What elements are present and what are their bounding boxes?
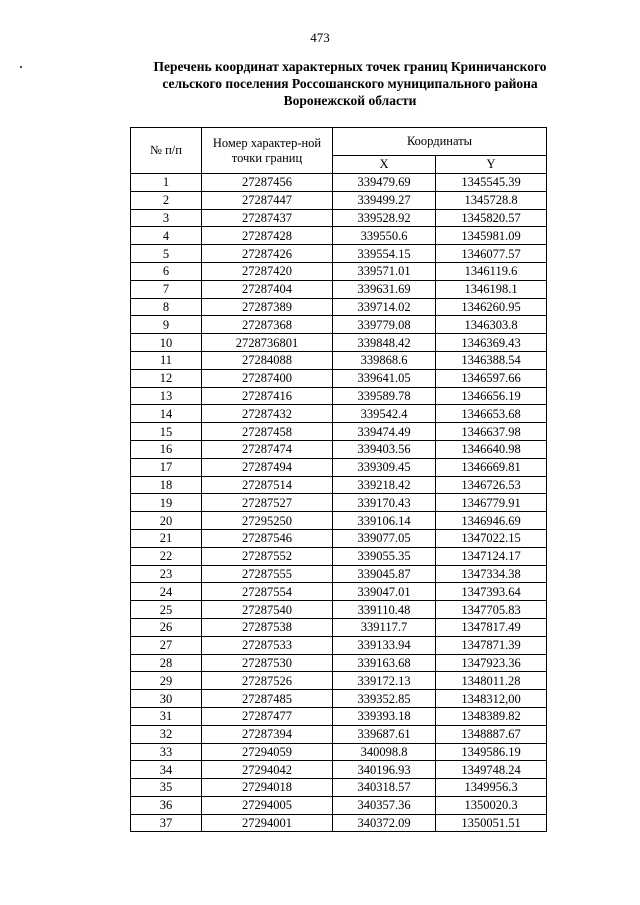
cell-point-number: 27287554 [202,583,333,601]
cell-point-number: 27294059 [202,743,333,761]
table-row [131,262,547,280]
cell-point-number: 27287474 [202,440,333,458]
header-x: X [333,155,436,173]
cell-row-number: 13 [131,387,202,405]
cell-point-number: 27294042 [202,761,333,779]
cell-x: 339848.42 [333,334,436,352]
cell-point-number: 27287456 [202,174,333,192]
cell-y: 1346260.95 [436,298,547,316]
cell-row-number: 31 [131,707,202,725]
cell-x: 339352.85 [333,690,436,708]
cell-y: 1347871.39 [436,636,547,654]
cell-row-number: 17 [131,458,202,476]
cell-y: 1346637.98 [436,423,547,441]
coordinates-table [130,127,547,832]
cell-x: 339714.02 [333,298,436,316]
cell-y: 1350020.3 [436,796,547,814]
cell-x: 339047.01 [333,583,436,601]
cell-y: 1346656.19 [436,387,547,405]
table-row [131,672,547,690]
page-number: 473 [310,30,330,45]
cell-y: 1347022.15 [436,529,547,547]
cell-row-number: 26 [131,618,202,636]
cell-y: 1346119.6 [436,262,547,280]
cell-row-number: 2 [131,191,202,209]
document-title [100,58,600,109]
table-row [131,725,547,743]
cell-x: 340372.09 [333,814,436,832]
cell-y: 1347705.83 [436,601,547,619]
table-row [131,334,547,352]
header-row-number: № п/п [131,128,202,174]
table-row [131,779,547,797]
cell-x: 339117.7 [333,618,436,636]
table-row [131,690,547,708]
cell-y: 1346077.57 [436,245,547,263]
cell-point-number: 27287404 [202,280,333,298]
cell-y: 1348011.28 [436,672,547,690]
table-row [131,174,547,192]
table-row [131,796,547,814]
cell-point-number: 27287477 [202,707,333,725]
cell-row-number: 6 [131,262,202,280]
title-line-2: сельского поселения Россошанского муниципального района [162,76,538,91]
cell-point-number: 27294001 [202,814,333,832]
cell-row-number: 5 [131,245,202,263]
cell-y: 1345981.09 [436,227,547,245]
cell-row-number: 37 [131,814,202,832]
cell-row-number: 22 [131,547,202,565]
cell-y: 1347817.49 [436,618,547,636]
cell-x: 339479.69 [333,174,436,192]
table-row [131,707,547,725]
cell-x: 339218.42 [333,476,436,494]
cell-x: 339554.15 [333,245,436,263]
cell-y: 1349956.3 [436,779,547,797]
cell-x: 339687.61 [333,725,436,743]
cell-y: 1349586.19 [436,743,547,761]
cell-point-number: 27287458 [202,423,333,441]
cell-y: 1346640.98 [436,440,547,458]
cell-x: 339110.48 [333,601,436,619]
cell-y: 1346779.91 [436,494,547,512]
cell-point-number: 27287368 [202,316,333,334]
cell-row-number: 19 [131,494,202,512]
cell-row-number: 14 [131,405,202,423]
cell-row-number: 7 [131,280,202,298]
cell-row-number: 10 [131,334,202,352]
cell-x: 339403.56 [333,440,436,458]
cell-row-number: 4 [131,227,202,245]
cell-row-number: 20 [131,512,202,530]
cell-row-number: 33 [131,743,202,761]
cell-y: 1346388.54 [436,351,547,369]
cell-row-number: 32 [131,725,202,743]
title-line-3: Воронежской области [283,93,417,108]
cell-row-number: 34 [131,761,202,779]
cell-point-number: 27287546 [202,529,333,547]
cell-row-number: 27 [131,636,202,654]
table-row [131,280,547,298]
cell-point-number: 27287555 [202,565,333,583]
table-row [131,636,547,654]
cell-y: 1346726.53 [436,476,547,494]
header-coordinates: Координаты [333,128,547,156]
cell-point-number: 27287420 [202,262,333,280]
table-row [131,209,547,227]
cell-row-number: 3 [131,209,202,227]
cell-row-number: 30 [131,690,202,708]
cell-row-number: 8 [131,298,202,316]
cell-point-number: 27287514 [202,476,333,494]
scan-speck [20,66,22,68]
table-row [131,476,547,494]
cell-point-number: 27284088 [202,351,333,369]
cell-point-number: 27287389 [202,298,333,316]
table-row [131,227,547,245]
cell-y: 1347124.17 [436,547,547,565]
cell-row-number: 12 [131,369,202,387]
cell-point-number: 27294005 [202,796,333,814]
cell-y: 1348312,00 [436,690,547,708]
cell-x: 339499.27 [333,191,436,209]
table-row [131,387,547,405]
cell-x: 339106.14 [333,512,436,530]
cell-row-number: 25 [131,601,202,619]
cell-row-number: 16 [131,440,202,458]
table-row [131,494,547,512]
table-row [131,298,547,316]
header-y: Y [436,155,547,173]
table-row [131,369,547,387]
cell-x: 339309.45 [333,458,436,476]
header-point-number: Номер характер-ной точки границ [202,128,333,174]
table-row [131,529,547,547]
cell-x: 339542.4 [333,405,436,423]
cell-point-number: 27295250 [202,512,333,530]
cell-y: 1345728.8 [436,191,547,209]
cell-row-number: 35 [131,779,202,797]
cell-point-number: 27287538 [202,618,333,636]
cell-x: 339055.35 [333,547,436,565]
cell-x: 339170.43 [333,494,436,512]
cell-row-number: 24 [131,583,202,601]
cell-x: 339589.78 [333,387,436,405]
cell-row-number: 29 [131,672,202,690]
cell-x: 340196.93 [333,761,436,779]
table-row [131,458,547,476]
cell-x: 339779.08 [333,316,436,334]
cell-y: 1350051.51 [436,814,547,832]
cell-x: 339045.87 [333,565,436,583]
cell-x: 339631.69 [333,280,436,298]
table-row [131,565,547,583]
cell-y: 1347923.36 [436,654,547,672]
cell-x: 339474.49 [333,423,436,441]
cell-point-number: 27287394 [202,725,333,743]
table-row [131,351,547,369]
cell-row-number: 15 [131,423,202,441]
cell-y: 1346303.8 [436,316,547,334]
cell-point-number: 27287526 [202,672,333,690]
cell-point-number: 27287428 [202,227,333,245]
table-row [131,654,547,672]
cell-y: 1345545.39 [436,174,547,192]
cell-row-number: 1 [131,174,202,192]
table-row [131,405,547,423]
cell-row-number: 21 [131,529,202,547]
cell-point-number: 27294018 [202,779,333,797]
cell-point-number: 2728736801 [202,334,333,352]
cell-y: 1346653.68 [436,405,547,423]
cell-point-number: 27287400 [202,369,333,387]
table-row [131,761,547,779]
cell-y: 1346669.81 [436,458,547,476]
cell-point-number: 27287527 [202,494,333,512]
table-row [131,512,547,530]
cell-y: 1346369.43 [436,334,547,352]
cell-point-number: 27287533 [202,636,333,654]
cell-point-number: 27287540 [202,601,333,619]
cell-y: 1346597.66 [436,369,547,387]
cell-x: 339077.05 [333,529,436,547]
table-row [131,743,547,761]
cell-x: 339550.6 [333,227,436,245]
cell-x: 339571.01 [333,262,436,280]
cell-y: 1347393.64 [436,583,547,601]
cell-row-number: 28 [131,654,202,672]
cell-point-number: 27287437 [202,209,333,227]
table-row [131,440,547,458]
cell-x: 339393.18 [333,707,436,725]
cell-y: 1347334.38 [436,565,547,583]
cell-point-number: 27287432 [202,405,333,423]
cell-point-number: 27287426 [202,245,333,263]
cell-x: 340098.8 [333,743,436,761]
table-row [131,618,547,636]
cell-row-number: 23 [131,565,202,583]
cell-point-number: 27287485 [202,690,333,708]
table-row [131,423,547,441]
cell-x: 339172.13 [333,672,436,690]
cell-point-number: 27287447 [202,191,333,209]
table-row [131,583,547,601]
cell-y: 1346198.1 [436,280,547,298]
cell-y: 1345820.57 [436,209,547,227]
cell-y: 1349748.24 [436,761,547,779]
cell-x: 339641.05 [333,369,436,387]
table-row [131,191,547,209]
cell-x: 340357.36 [333,796,436,814]
table-body [131,174,547,832]
cell-x: 339528.92 [333,209,436,227]
cell-x: 339163.68 [333,654,436,672]
title-line-1: Перечень координат характерных точек границ Криничанского [153,59,547,74]
table-row [131,601,547,619]
cell-y: 1348389.82 [436,707,547,725]
cell-point-number: 27287416 [202,387,333,405]
cell-y: 1346946.69 [436,512,547,530]
cell-point-number: 27287530 [202,654,333,672]
cell-point-number: 27287552 [202,547,333,565]
table-row [131,316,547,334]
cell-row-number: 18 [131,476,202,494]
cell-x: 339133.94 [333,636,436,654]
cell-row-number: 9 [131,316,202,334]
table-row [131,814,547,832]
table-header [131,128,547,174]
cell-x: 340318.57 [333,779,436,797]
cell-x: 339868.6 [333,351,436,369]
cell-row-number: 36 [131,796,202,814]
table-row [131,245,547,263]
cell-row-number: 11 [131,351,202,369]
cell-y: 1348887.67 [436,725,547,743]
table-row [131,547,547,565]
cell-point-number: 27287494 [202,458,333,476]
